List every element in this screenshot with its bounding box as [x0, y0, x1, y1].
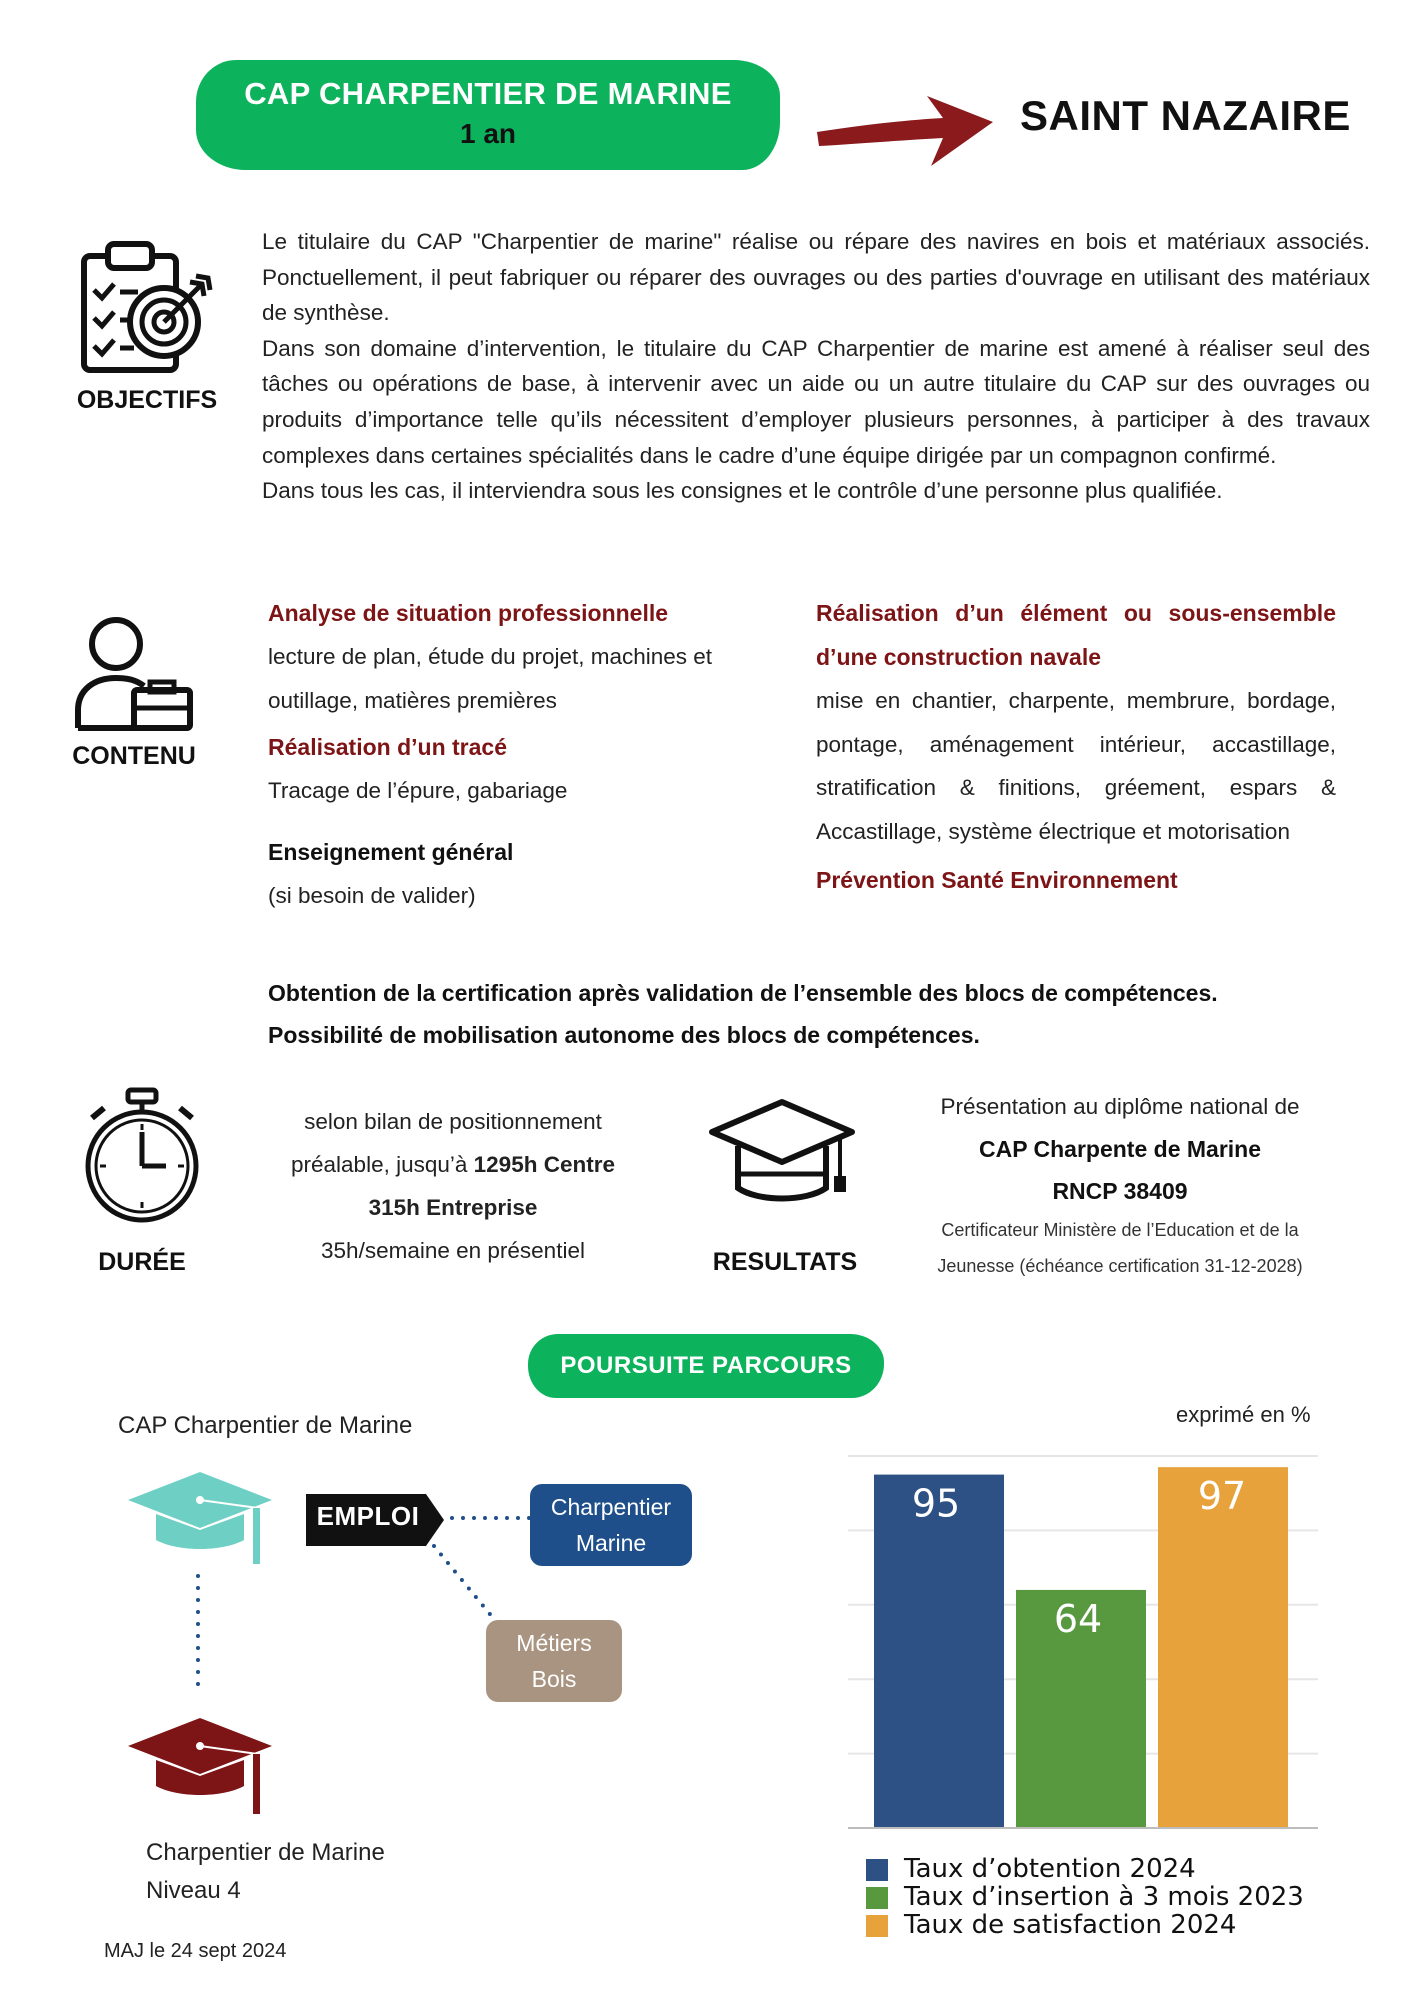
job-box-charpentier-line-2: Marine	[575, 1530, 647, 1556]
resultats-line-3: RNCP 38409	[1052, 1178, 1188, 1204]
chart-legend-swatch	[866, 1859, 888, 1881]
chart-legend-label: Taux de satisfaction 2024	[904, 1910, 1237, 1940]
duree-line-2b: 1295h Centre	[473, 1152, 615, 1177]
contenu-right-title-1: Réalisation d’un élément ou sous-ensemble d’une construction navale	[816, 600, 1336, 670]
duree-line-4: 35h/semaine en présentiel	[321, 1238, 585, 1263]
results-bar-chart	[848, 1448, 1320, 1848]
arrow-right-icon	[815, 88, 995, 170]
chart-legend-swatch	[866, 1887, 888, 1909]
contenu-right-column	[816, 592, 1336, 902]
duree-line-2	[250, 1143, 656, 1186]
emploi-label: EMPLOI	[316, 1501, 420, 1531]
formation-duration: 1 an	[459, 118, 517, 149]
certification-line-2: Possibilité de mobilisation autonome des blocs de compétences.	[268, 1022, 980, 1048]
graduation-cap-red-icon	[126, 1716, 274, 1816]
resultats-line-2: CAP Charpente de Marine	[978, 1136, 1262, 1162]
chart-legend-swatch	[866, 1915, 888, 1937]
resultats-line-5: Jeunesse (échéance certification 31-12-2028)	[937, 1256, 1303, 1276]
resultats-label: RESULTATS	[712, 1248, 858, 1276]
chart-legend-item	[866, 1882, 1346, 1910]
duree-text	[250, 1100, 656, 1272]
next-diploma	[146, 1834, 385, 1910]
chart-bar	[1158, 1467, 1288, 1828]
resultats-text	[880, 1086, 1360, 1284]
contenu-left-title-1: Analyse de situation professionnelle	[268, 600, 669, 626]
contenu-left-title-2: Réalisation d’un tracé	[268, 734, 508, 760]
stopwatch-icon	[80, 1086, 204, 1226]
certification-line-1: Obtention de la certification après validation de l’ensemble des blocs de compétences.	[268, 980, 1218, 1006]
dotted-connector-vertical	[192, 1572, 204, 1692]
chart-data-label: 95	[911, 1481, 961, 1526]
city-label: SAINT NAZAIRE	[1020, 92, 1351, 139]
duree-line-1: selon bilan de positionnement	[304, 1109, 602, 1134]
chart-legend-label: Taux d’obtention 2024	[904, 1854, 1196, 1884]
resultats-line-1: Présentation au diplôme national de	[940, 1094, 1300, 1119]
duree-line-3: 315h Entreprise	[368, 1195, 538, 1220]
chart-bar	[874, 1475, 1004, 1828]
contenu-left-text-2: Tracage de l’épure, gabariage	[268, 778, 568, 803]
objectifs-paragraph-1: Le titulaire du CAP "Charpentier de marine" réalise ou répare des navires en bois et matériaux associés. Ponctuellement, il peut fabriquer ou réparer des ouvrages ou des parties d'ouvrage en utilisant des matériaux de synthèse.	[262, 229, 1370, 326]
contenu-left-column	[268, 592, 768, 917]
chart-legend-item	[866, 1910, 1346, 1938]
chart-data-label: 97	[1197, 1474, 1247, 1519]
contenu-label: CONTENU	[72, 742, 196, 770]
update-date: MAJ le 24 sept 2024	[104, 1940, 287, 1962]
objectifs-paragraph-2: Dans son domaine d’intervention, le titulaire du CAP Charpentier de marine est amené à réaliser seul des tâches ou opérations de base, à intervenir avec un aide ou un autre titulaire du CAP sur des ouvrages ou produits d’importance telle qu’ils nécessitent d’employer plusieurs personnes, à participer à des travaux complexes dans certaines spécialités dans le cadre d’une équipe dirigée par un compagnon confirmé.	[262, 335, 1370, 468]
chart-unit-note: exprimé en %	[1176, 1402, 1311, 1427]
header-banner	[196, 60, 780, 170]
duree-line-2a: préalable, jusqu’à	[291, 1152, 474, 1177]
contenu-right-title-2: Prévention Santé Environnement	[816, 867, 1178, 893]
graduation-cap-teal-icon	[126, 1470, 274, 1566]
job-box-metiers-bois	[486, 1620, 622, 1702]
chart-legend	[866, 1854, 1346, 1938]
poursuite-parcours-banner: POURSUITE PARCOURS	[528, 1334, 884, 1398]
contenu-left-title-3: Enseignement général	[268, 838, 514, 865]
certification-notes	[268, 972, 1368, 1056]
job-box-charpentier-line-1: Charpentier	[550, 1494, 672, 1520]
clipboard-target-icon	[78, 238, 214, 376]
job-box-metiers-line-1: Métiers	[516, 1630, 592, 1656]
chart-legend-item	[866, 1854, 1346, 1882]
objectifs-text	[262, 224, 1370, 509]
resultats-line-4: Certificateur Ministère de l’Education et de la	[941, 1220, 1299, 1240]
objectifs-paragraph-3: Dans tous les cas, il interviendra sous les consignes et le contrôle d’une personne plus qualifiée.	[262, 478, 1223, 504]
formation-title: CAP CHARPENTIER DE MARINE	[244, 76, 732, 111]
contenu-left-text-1: lecture de plan, étude du projet, machines et outillage, matières premières	[268, 644, 713, 713]
chart-legend-label: Taux d’insertion à 3 mois 2023	[904, 1882, 1304, 1912]
contenu-left-text-3: (si besoin de valider)	[268, 882, 476, 908]
objectifs-label: OBJECTIFS	[76, 386, 218, 414]
job-box-metiers-line-2: Bois	[531, 1666, 577, 1692]
person-briefcase-icon	[72, 612, 196, 734]
dotted-connector-diagonal	[428, 1540, 508, 1630]
contenu-right-text-1: mise en chantier, charpente, membrure, bordage, pontage, aménagement intérieur, accastillage, stratification & finitions, gréement, espars & Accastillage, système électrique et motorisation	[816, 688, 1336, 844]
graduation-cap-icon	[708, 1096, 856, 1212]
job-box-charpentier-marine	[530, 1484, 692, 1566]
next-diploma-line-2: Niveau 4	[146, 1877, 241, 1904]
next-diploma-line-1: Charpentier de Marine	[146, 1839, 385, 1866]
dotted-connector-horizontal	[446, 1508, 536, 1528]
cap-label: CAP Charpentier de Marine	[118, 1412, 413, 1439]
chart-data-label: 64	[1053, 1596, 1103, 1641]
duree-label: DURÉE	[98, 1248, 186, 1276]
